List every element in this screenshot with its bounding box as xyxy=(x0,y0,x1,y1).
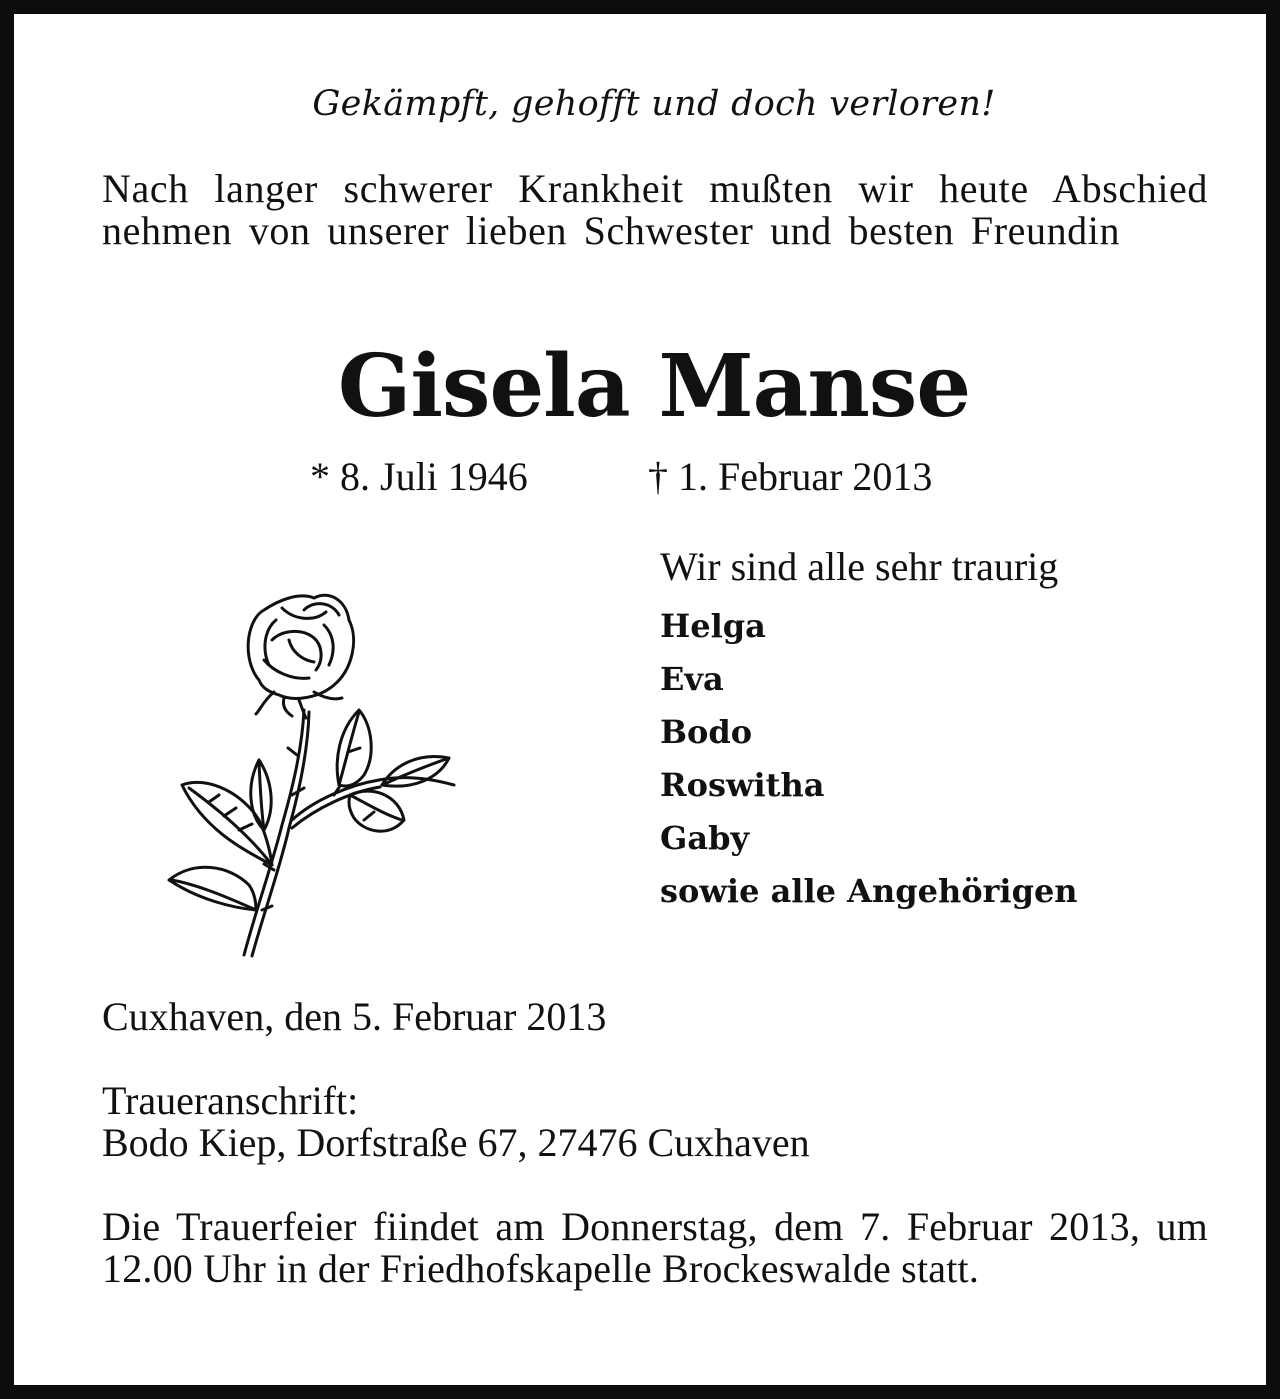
ceremony-info: Die Trauerfeier fiindet am Donnerstag, dem 7. Februar 2013, um 12.00 Uhr in der Friedhofskapelle Brockeswalde statt. xyxy=(102,1204,1208,1291)
place-date: Cuxhaven, den 5. Februar 2013 xyxy=(102,994,607,1039)
address-text: Bodo Kiep, Dorfstraße 67, 27476 Cuxhaven xyxy=(102,1120,810,1165)
rose-icon xyxy=(164,580,464,960)
motto: Gekämpft, gehofft und doch verloren! xyxy=(312,84,996,124)
mourner-name: Bodo xyxy=(660,713,753,751)
intro-text: Nach langer schwerer Krankheit mußten wir heute Abschied nehmen von unserer lieben Schwester und besten Freundin xyxy=(102,166,1208,253)
mourner-relatives: sowie alle Angehörigen xyxy=(660,872,1078,910)
death-date: † 1. Februar 2013 xyxy=(648,454,933,499)
birth-date: * 8. Juli 1946 xyxy=(310,454,528,499)
mourners-list xyxy=(660,600,1220,918)
mourner-name: Eva xyxy=(660,660,724,698)
mourners-block xyxy=(660,542,1220,918)
mourner-name: Gaby xyxy=(660,819,750,857)
mourning-address xyxy=(102,1080,810,1164)
mourner-name: Helga xyxy=(660,607,766,645)
address-label: Traueranschrift: xyxy=(102,1078,359,1123)
sad-line: Wir sind alle sehr traurig xyxy=(660,544,1059,589)
deceased-name: Gisela Manse xyxy=(337,336,971,437)
mourner-name: Roswitha xyxy=(660,766,825,804)
